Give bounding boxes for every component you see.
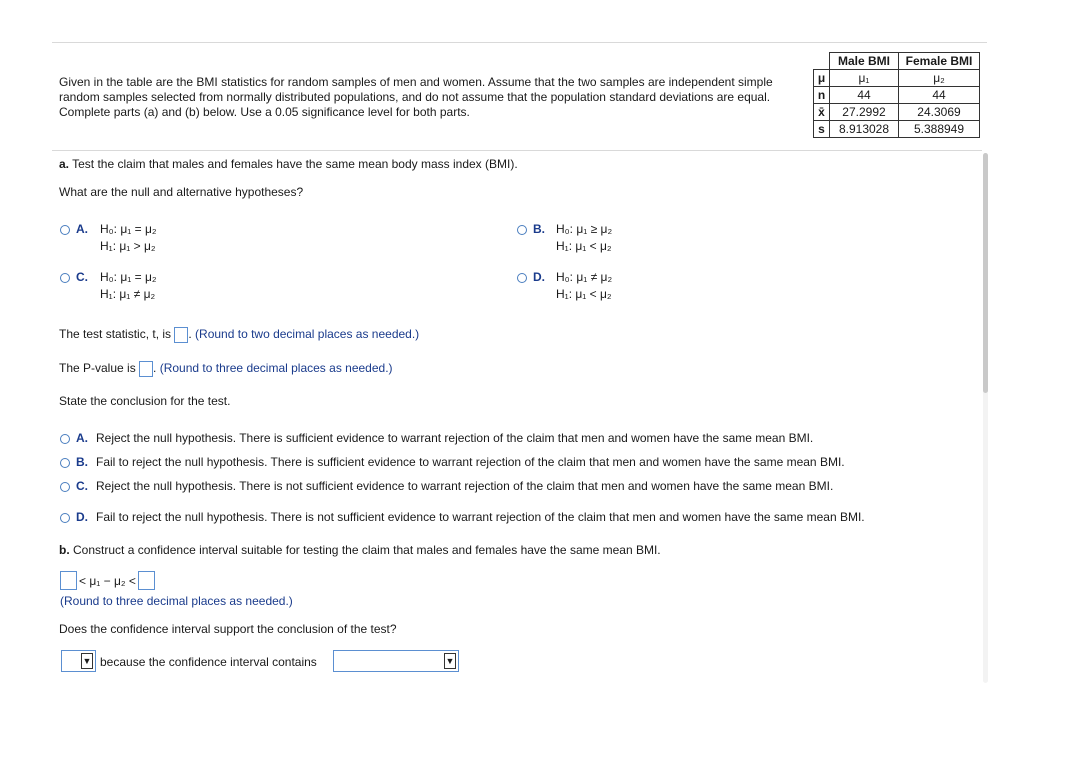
conclusion-text: Fail to reject the null hypothesis. There is sufficient evidence to warrant rejection of the claim that men and women have the same mean BMI. xyxy=(96,455,845,469)
hypothesis-option-b[interactable] xyxy=(517,222,553,236)
hypothesis-option-d[interactable] xyxy=(517,270,553,284)
test-statistic-hint: (Round to two decimal places as needed.) xyxy=(195,327,420,342)
test-statistic-row: The test statistic, t, is . (Round to two decimal places as needed.) xyxy=(59,327,420,342)
conclusion-option-b[interactable] xyxy=(60,455,845,469)
row-label-n: n xyxy=(814,87,830,104)
section-divider xyxy=(52,150,982,151)
table-row xyxy=(814,87,980,104)
conclusion-text: Reject the null hypothesis. There is sufficient evidence to warrant rejection of the claim that men and women have the same mean BMI. xyxy=(96,431,814,445)
female-n: 44 xyxy=(899,87,980,104)
problem-intro: Given in the table are the BMI statistics for random samples of men and women. Assume that the two samples are independent simple random samples selected from normally distributed populations, and do not assume that the population standard deviations are equal. Complete parts (a) and (b) below. Use a 0.05 significance level for both parts. xyxy=(59,75,773,119)
part-a-text: Test the claim that males and females have the same mean body mass index (BMI). xyxy=(69,157,518,171)
radio-icon[interactable] xyxy=(60,434,70,444)
hypothesis-a-text xyxy=(100,221,157,255)
hypothesis-option-a[interactable] xyxy=(60,222,96,236)
row-label-xbar: x̄ xyxy=(814,104,830,121)
radio-icon[interactable] xyxy=(60,513,70,523)
chevron-down-icon[interactable]: ▼ xyxy=(444,653,456,669)
table-row xyxy=(814,70,980,87)
h1-text: H₁: μ₁ ≠ μ₂ xyxy=(100,287,156,301)
radio-icon[interactable] xyxy=(517,225,527,235)
test-statistic-label: The test statistic, t, is xyxy=(59,327,172,342)
radio-icon[interactable] xyxy=(60,225,70,235)
radio-icon[interactable] xyxy=(517,273,527,283)
option-letter: C. xyxy=(76,479,88,493)
p-value-input[interactable] xyxy=(139,361,153,377)
hypothesis-d-text xyxy=(556,269,612,303)
option-letter: A. xyxy=(76,431,88,445)
option-letter: C. xyxy=(76,270,88,284)
radio-icon[interactable] xyxy=(60,273,70,283)
table-row xyxy=(814,104,980,121)
top-divider xyxy=(52,42,987,43)
conclusion-text: Fail to reject the null hypothesis. There is not sufficient evidence to warrant rejection of the claim that men and women have the same mean BMI. xyxy=(96,510,865,524)
ci-lower-input[interactable] xyxy=(60,571,77,590)
option-letter: A. xyxy=(76,222,88,236)
h1-text: H₁: μ₁ > μ₂ xyxy=(100,239,156,253)
chevron-down-icon[interactable]: ▼ xyxy=(81,653,93,669)
table-header-row xyxy=(814,53,980,70)
female-s: 5.388949 xyxy=(899,121,980,138)
conclusion-option-a[interactable] xyxy=(60,431,813,445)
hypothesis-option-c[interactable] xyxy=(60,270,96,284)
part-b-prompt xyxy=(59,543,661,557)
option-letter: B. xyxy=(533,222,545,236)
p-value-hint: (Round to three decimal places as needed.) xyxy=(159,361,393,376)
option-letter: D. xyxy=(76,510,88,524)
conclusion-option-d[interactable] xyxy=(60,510,865,524)
ci-upper-input[interactable] xyxy=(138,571,155,590)
radio-icon[interactable] xyxy=(60,482,70,492)
male-xbar: 27.2992 xyxy=(830,104,899,121)
conclusion-text: Reject the null hypothesis. There is not sufficient evidence to warrant rejection of the claim that men and women have the same mean BMI. xyxy=(96,479,834,493)
row-label-mu: μ xyxy=(814,70,830,87)
support-question: Does the confidence interval support the conclusion of the test? xyxy=(59,622,397,636)
h1-text: H₁: μ₁ < μ₂ xyxy=(556,239,612,253)
because-text: because the confidence interval contains xyxy=(100,655,317,669)
part-b-label: b. xyxy=(59,543,70,557)
ci-middle-text: < μ₁ − μ₂ < xyxy=(79,573,136,588)
bmi-stats-table xyxy=(813,52,980,138)
table-row xyxy=(814,121,980,138)
conclusion-option-c[interactable] xyxy=(60,479,833,493)
conclusion-question: State the conclusion for the test. xyxy=(59,394,231,408)
part-a-label: a. xyxy=(59,157,70,171)
test-statistic-input[interactable] xyxy=(174,327,188,343)
p-value-row: The P-value is . (Round to three decimal places as needed.) xyxy=(59,361,393,376)
row-label-s: s xyxy=(814,121,830,138)
header-female-bmi: Female BMI xyxy=(899,53,980,70)
table-corner xyxy=(814,53,830,70)
scrollbar-thumb[interactable] xyxy=(983,153,988,393)
male-n: 44 xyxy=(830,87,899,104)
part-b-text: Construct a confidence interval suitable for testing the claim that males and females have the same mean BMI. xyxy=(69,543,661,557)
header-male-bmi: Male BMI xyxy=(830,53,899,70)
hypothesis-b-text xyxy=(556,221,612,255)
female-mu: μ₂ xyxy=(899,70,980,87)
option-letter: D. xyxy=(533,270,545,284)
female-xbar: 24.3069 xyxy=(899,104,980,121)
h0-text: H₀: μ₁ ≥ μ₂ xyxy=(556,222,613,236)
interval-contains-dropdown[interactable] xyxy=(333,650,459,672)
ci-hint: (Round to three decimal places as needed.) xyxy=(60,594,293,608)
part-a-prompt xyxy=(59,157,518,171)
confidence-interval-row xyxy=(60,571,155,590)
h0-text: H₀: μ₁ = μ₂ xyxy=(100,222,157,236)
h0-text: H₀: μ₁ = μ₂ xyxy=(100,270,157,284)
support-dropdown[interactable] xyxy=(61,650,96,672)
hypothesis-c-text xyxy=(100,269,157,303)
p-value-label: The P-value is xyxy=(59,361,136,376)
male-s: 8.913028 xyxy=(830,121,899,138)
hypotheses-question: What are the null and alternative hypotheses? xyxy=(59,185,304,199)
male-mu: μ₁ xyxy=(830,70,899,87)
radio-icon[interactable] xyxy=(60,458,70,468)
h1-text: H₁: μ₁ < μ₂ xyxy=(556,287,612,301)
h0-text: H₀: μ₁ ≠ μ₂ xyxy=(556,270,613,284)
option-letter: B. xyxy=(76,455,88,469)
